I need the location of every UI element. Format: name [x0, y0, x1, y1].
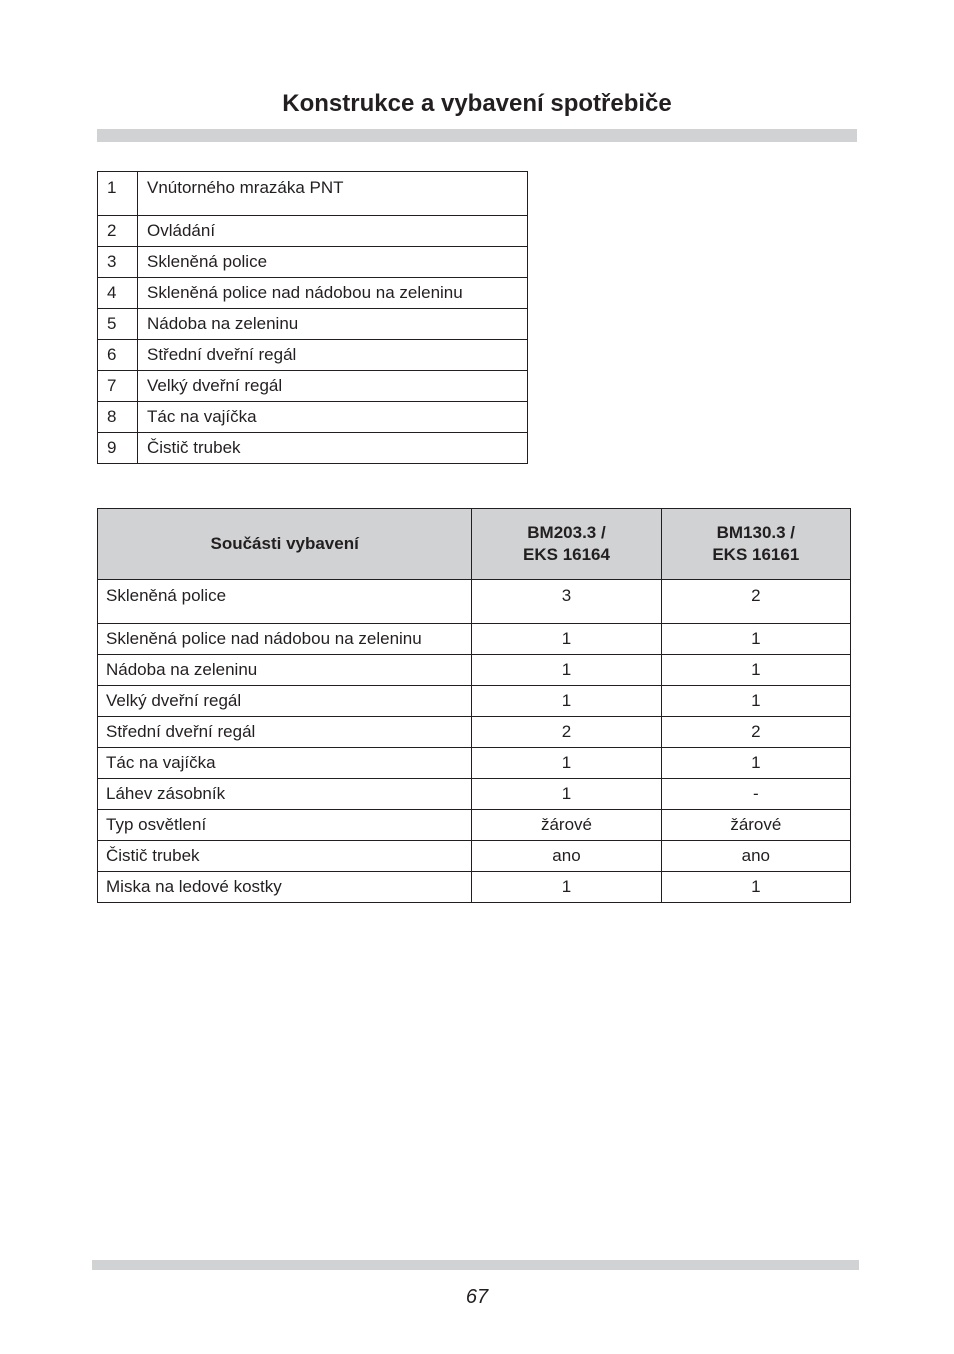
component-name: Tác na vajíčka: [98, 748, 472, 779]
model-1-value: 1: [472, 624, 661, 655]
header-model-1-line1: BM203.3 /: [527, 523, 606, 542]
table-row: [98, 172, 528, 216]
model-2-value: 1: [661, 686, 850, 717]
legend-label: Skleněná police nad nádobou na zeleninu: [138, 278, 528, 309]
page-number: 67: [465, 1286, 489, 1308]
model-1-value: 1: [472, 655, 661, 686]
model-1-value: ano: [472, 841, 661, 872]
table-row: [98, 686, 851, 717]
header-model-2-line2: EKS 16161: [712, 545, 800, 564]
legend-number: 3: [98, 247, 138, 278]
header-model-2-line1: BM130.3 /: [716, 523, 796, 542]
component-name: Skleněná police nad nádobou na zeleninu: [98, 624, 472, 655]
table-row: [98, 748, 851, 779]
table-header-row: [98, 509, 851, 580]
legend-label: Vnútorného mrazáka PNT: [138, 172, 528, 216]
model-2-value: 1: [661, 655, 850, 686]
header-component: Součásti vybavení: [98, 509, 472, 580]
table-row: [98, 340, 528, 371]
table-row: [98, 872, 851, 903]
model-2-value: 1: [661, 872, 850, 903]
component-name: Skleněná police: [98, 580, 472, 624]
model-1-value: 2: [472, 717, 661, 748]
legend-number: 1: [98, 172, 138, 216]
header-model-1-line2: EKS 16164: [523, 545, 610, 564]
legend-label: Velký dveřní regál: [138, 371, 528, 402]
component-name: Typ osvětlení: [98, 810, 472, 841]
model-1-value: 3: [472, 580, 661, 624]
table-row: [98, 402, 528, 433]
model-2-value: 2: [661, 717, 850, 748]
table-row: [98, 580, 851, 624]
component-name: Nádoba na zeleninu: [98, 655, 472, 686]
page-title: Konstrukce a vybavení spotřebiče: [282, 90, 672, 117]
model-2-value: -: [661, 779, 850, 810]
model-2-value: ano: [661, 841, 850, 872]
table-row: [98, 433, 528, 464]
table-row: [98, 779, 851, 810]
legend-label: Ovládání: [138, 216, 528, 247]
table-row: [98, 247, 528, 278]
component-name: Čistič trubek: [98, 841, 472, 872]
legend-number: 6: [98, 340, 138, 371]
table-row: [98, 216, 528, 247]
legend-label: Čistič trubek: [138, 433, 528, 464]
legend-label: Střední dveřní regál: [138, 340, 528, 371]
component-name: Láhev zásobník: [98, 779, 472, 810]
legend-number: 9: [98, 433, 138, 464]
header-model-2: [661, 509, 850, 580]
table-row: [98, 810, 851, 841]
model-2-value: 2: [661, 580, 850, 624]
equipment-table: [97, 508, 851, 903]
legend-label: Tác na vajíčka: [138, 402, 528, 433]
component-name: Velký dveřní regál: [98, 686, 472, 717]
component-name: Střední dveřní regál: [98, 717, 472, 748]
header-model-1: [472, 509, 661, 580]
model-1-value: 1: [472, 779, 661, 810]
legend-label: Skleněná police: [138, 247, 528, 278]
legend-number: 8: [98, 402, 138, 433]
table-row: [98, 371, 528, 402]
table-row: [98, 278, 528, 309]
legend-number: 4: [98, 278, 138, 309]
model-1-value: žárové: [472, 810, 661, 841]
model-2-value: žárové: [661, 810, 850, 841]
table-row: [98, 624, 851, 655]
model-2-value: 1: [661, 624, 850, 655]
model-1-value: 1: [472, 872, 661, 903]
table-row: [98, 655, 851, 686]
parts-legend-table: [97, 171, 528, 464]
legend-number: 2: [98, 216, 138, 247]
table-row: [98, 309, 528, 340]
legend-number: 5: [98, 309, 138, 340]
legend-number: 7: [98, 371, 138, 402]
header-divider-bar: [97, 129, 857, 142]
footer-divider-bar: [92, 1260, 859, 1270]
model-1-value: 1: [472, 686, 661, 717]
model-1-value: 1: [472, 748, 661, 779]
legend-label: Nádoba na zeleninu: [138, 309, 528, 340]
table-row: [98, 841, 851, 872]
component-name: Miska na ledové kostky: [98, 872, 472, 903]
model-2-value: 1: [661, 748, 850, 779]
table-row: [98, 717, 851, 748]
